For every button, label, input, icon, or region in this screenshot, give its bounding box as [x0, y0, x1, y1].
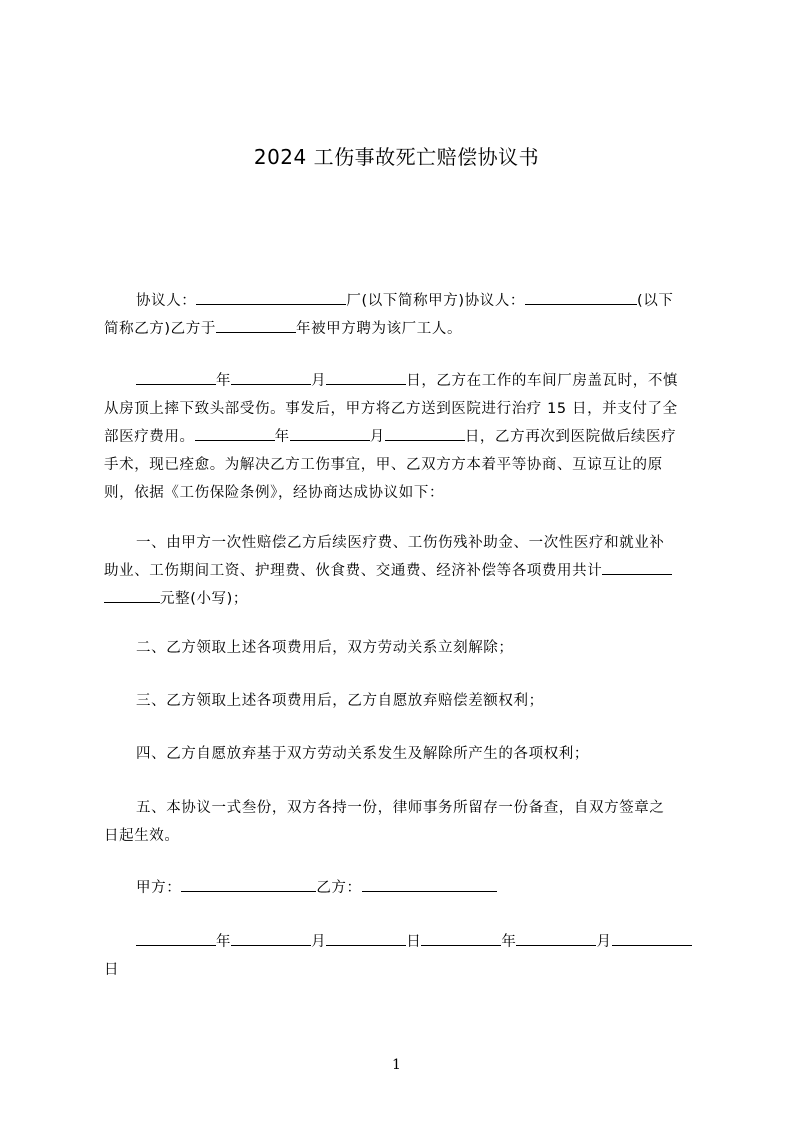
incident-year-label: 年 [216, 373, 232, 389]
clause-1-line-2 [104, 557, 700, 585]
clause-2 [104, 634, 700, 662]
factory-name-blank [196, 289, 346, 305]
party-a-day-blank [326, 930, 406, 946]
clause-4-line [104, 740, 700, 768]
incident-month-label: 月 [311, 373, 327, 389]
page-number: 1 [392, 1057, 401, 1073]
incident-month-blank [231, 369, 311, 385]
party-b-month-label: 月 [596, 934, 612, 950]
clause-1-text-2: 助业、工伤期间工资、护理费、伙食费、交通费、经济补偿等各项费用共计 [104, 563, 603, 579]
party-a-year-label: 年 [216, 934, 232, 950]
clause-3-text: 三、乙方领取上述各项费用后，乙方自愿放弃赔偿差额权利； [136, 693, 544, 709]
party-b-signature-label: 乙方： [316, 880, 362, 896]
incident-line-1 [104, 367, 700, 395]
intro-paragraph [104, 287, 700, 343]
incident-text-3b: 日，乙方再次到医院做后续医疗 [464, 429, 677, 445]
intro-label-party: 协议人： [136, 293, 197, 309]
date-line-1 [104, 928, 700, 956]
clause-1-text-3: 元整(小写)； [160, 591, 249, 607]
incident-line-5: 则，依据《工伤保险条例》，经协商达成协议如下： [104, 485, 445, 501]
clause-3 [104, 687, 700, 715]
party-a-month-label: 月 [311, 934, 327, 950]
clause-3-line [104, 687, 700, 715]
intro-abbrev-text: (以下 [637, 293, 674, 309]
clause-5-text-1: 五、本协议一式叁份，双方各持一份，律师事务所留存一份备查，自双方签章之 [136, 800, 665, 816]
clause-4 [104, 740, 700, 768]
clause-1-text-1: 一、由甲方一次性赔偿乙方后续医疗费、工伤伤残补助金、一次性医疗和就业补 [136, 535, 665, 551]
total-amount-blank [602, 559, 672, 575]
party-b-year-label: 年 [501, 934, 517, 950]
clause-4-text: 四、乙方自愿放弃基于双方劳动关系发生及解除所产生的各项权利； [136, 746, 589, 762]
incident-day-blank [326, 369, 406, 385]
signature-row [104, 874, 700, 902]
incident-year-blank [136, 369, 216, 385]
incident-line-4: 手术，现已痊愈。为解决乙方工伤事宜，甲、乙双方方本着平等协商、互谅互让的原 [104, 457, 663, 473]
date-line-2: 日 [104, 962, 120, 978]
clause-5 [104, 794, 700, 850]
party-b-year-blank [421, 930, 501, 946]
intro-hire-text-2: 年被甲方聘为该厂工人。 [295, 321, 463, 337]
hire-year-blank [216, 317, 296, 333]
surgery-day-blank [385, 425, 465, 441]
total-amount-blank-continued [104, 587, 160, 603]
clause-5-line-2: 日起生效。 [104, 828, 180, 844]
party-a-day-label: 日 [406, 934, 422, 950]
party-a-month-blank [231, 930, 311, 946]
clause-1-line-3 [104, 585, 700, 613]
document-title: 2024 工伤事故死亡赔偿协议书 [253, 145, 540, 169]
surgery-year-label: 年 [274, 429, 290, 445]
party-a-signature-blank [181, 876, 316, 892]
incident-paragraph [104, 367, 700, 507]
party-a-signature-label: 甲方： [136, 880, 182, 896]
clause-5-line-1 [104, 794, 700, 822]
party-b-signature-blank [362, 876, 497, 892]
incident-text-3: 部医疗费用。 [104, 429, 195, 445]
party-b-month-blank [516, 930, 596, 946]
clause-1-line-1 [104, 529, 700, 557]
incident-text-1: 日，乙方在工作的车间厂房盖瓦时，不慎 [406, 373, 679, 389]
date-line [104, 928, 700, 984]
signature-line [104, 874, 700, 902]
clause-2-line [104, 634, 700, 662]
intro-hire-text: 简称乙方)乙方于 [104, 321, 216, 337]
surgery-year-blank [195, 425, 275, 441]
party-a-year-blank [136, 930, 216, 946]
intro-line-2 [104, 315, 700, 343]
intro-line-1 [104, 287, 700, 315]
clause-1 [104, 529, 700, 613]
incident-line-3 [104, 423, 700, 451]
incident-line-2: 从房顶上摔下致头部受伤。事发后，甲方将乙方送到医院进行治疗 15 日，并支付了全 [104, 401, 678, 417]
party-b-name-blank [525, 289, 637, 305]
clause-2-text: 二、乙方领取上述各项费用后，双方劳动关系立刻解除； [136, 640, 514, 656]
surgery-month-blank [290, 425, 370, 441]
surgery-month-label: 月 [369, 429, 385, 445]
party-b-day-blank [612, 930, 692, 946]
intro-factory-text: 厂(以下简称甲方)协议人： [346, 293, 526, 309]
